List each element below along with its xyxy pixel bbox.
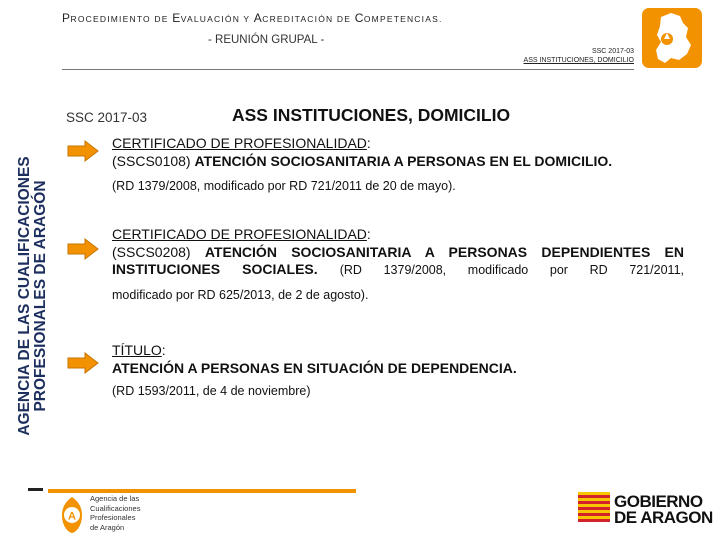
agency-name-line: de Aragón	[90, 522, 125, 532]
agency-name-line: Profesionales	[90, 513, 136, 522]
title-rest: VALUACIÓN Y	[180, 14, 254, 24]
item-colon: :	[366, 135, 371, 151]
government-name	[614, 494, 713, 526]
item-reference-continued: modificado por RD 625/2013, de 2 de agosto).	[112, 287, 369, 302]
title-initial: P	[62, 11, 71, 25]
item-reference: (RD 1379/2008, modificado por RD 721/2011,	[339, 263, 684, 277]
footer-accent-bar	[48, 489, 356, 493]
banner-line: PROFESIONALES DE ARAGÓN	[32, 180, 49, 412]
item-title	[112, 244, 684, 280]
agency-name-line: Cualificaciones	[90, 503, 141, 513]
agency-name-line: Agencia de las	[90, 494, 140, 503]
list-item	[112, 226, 684, 304]
arrow-right-icon	[67, 238, 99, 265]
item-name: ATENCIÓN SOCIOSANITARIA A PERSONAS DEPENDIENTES EN INSTITUCIONES SOCIALES.	[112, 243, 684, 277]
agency-vertical-banner	[17, 96, 49, 496]
banner-line: AGENCIA DE LAS CUALIFICACIONES	[16, 156, 33, 436]
header-code-block	[524, 47, 634, 65]
item-label: TÍTULO	[112, 342, 162, 358]
list-item	[112, 135, 684, 196]
title-initial: E	[172, 11, 181, 25]
header-qualification-name: ASS INSTITUCIONES, DOMICILIO	[523, 57, 634, 64]
item-colon: :	[161, 342, 166, 358]
item-name: ATENCIÓN SOCIOSANITARIA A PERSONAS EN EL DOMICILIO.	[194, 152, 613, 169]
agency-name	[90, 494, 140, 532]
item-reference: (RD 1379/2008, modificado por RD 721/2011 de 20 de mayo).	[112, 179, 456, 193]
arrow-right-icon	[67, 140, 99, 167]
header-divider	[62, 69, 634, 70]
item-reference: (RD 1593/2011, de 4 de noviembre)	[112, 384, 311, 398]
title-rest: CREDITACIÓN DE	[262, 14, 355, 24]
arrow-right-icon	[67, 352, 99, 379]
item-code: (SSCS0108)	[112, 152, 191, 169]
government-line: DE ARAGON	[614, 508, 713, 527]
title-rest: ROCEDIMIENTO DE	[70, 14, 173, 24]
item-colon: :	[366, 226, 371, 242]
title-initial: C	[354, 11, 364, 25]
banner-marker	[28, 488, 43, 491]
item-heading	[112, 135, 684, 153]
agency-logo-icon	[58, 495, 86, 540]
agency-logo-letter: A	[68, 510, 76, 523]
item-code: (SSCS0208)	[112, 243, 191, 260]
meeting-subtitle: - REUNIÓN GRUPAL -	[208, 34, 325, 46]
item-label: CERTIFICADO DE PROFESIONALIDAD	[112, 226, 367, 242]
header-code: SSC 2017-03	[591, 48, 634, 55]
government-line: GOBIERNO	[614, 492, 703, 511]
item-heading	[112, 226, 684, 244]
section-title: ASS INSTITUCIONES, DOMICILIO	[232, 105, 511, 125]
list-item	[112, 342, 684, 401]
title-initial: A	[253, 11, 263, 25]
section-code: SSC 2017-03	[66, 110, 148, 125]
aragon-map-logo-icon	[642, 8, 702, 68]
item-heading	[112, 342, 684, 360]
procedure-title	[62, 11, 443, 25]
item-name: ATENCIÓN A PERSONAS EN SITUACIÓN DE DEPENDENCIA.	[112, 359, 517, 376]
title-rest: OMPETENCIAS.	[363, 14, 443, 24]
item-label: CERTIFICADO DE PROFESIONALIDAD	[112, 135, 367, 151]
item-title	[112, 153, 684, 171]
aragon-flag-icon	[578, 492, 610, 527]
